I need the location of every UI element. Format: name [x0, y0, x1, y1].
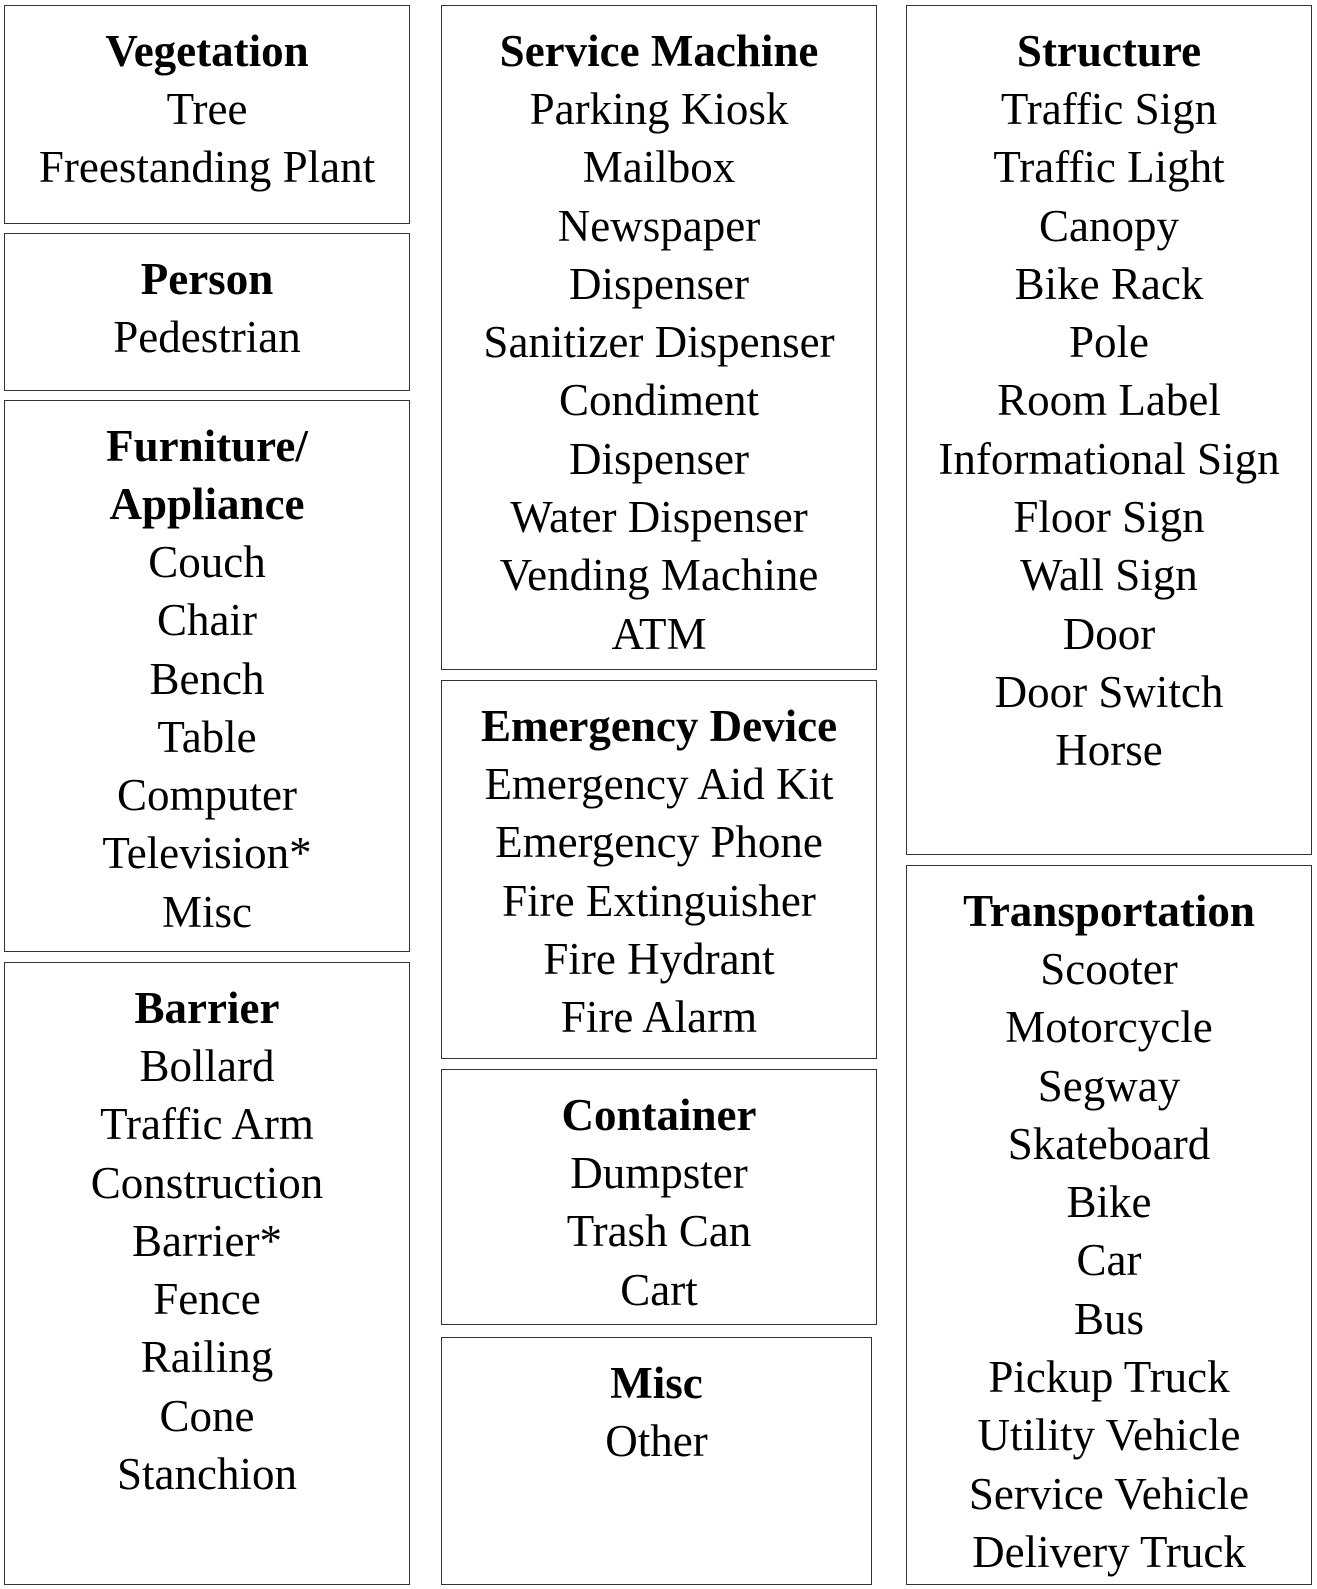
category-item: Tree [166, 84, 248, 134]
category-item: Delivery Truck [972, 1526, 1246, 1577]
category-item: Fire Extinguisher [502, 875, 816, 926]
category-item: ATM [611, 608, 707, 659]
category-title: Emergency Device [480, 701, 838, 751]
category-item: Mailbox [582, 142, 736, 193]
category-title: Service Machine [499, 26, 819, 76]
category-item: Vending Machine [499, 550, 819, 601]
category-box-emergency-device [441, 680, 877, 1059]
category-item: Informational Sign [938, 433, 1280, 484]
category-item: Sanitizer Dispenser [483, 317, 835, 368]
category-item: Bike [1066, 1177, 1152, 1228]
category-item: Bollard [139, 1041, 275, 1091]
category-box-vegetation [4, 5, 410, 224]
category-item: Chair [157, 595, 257, 646]
category-item: Segway [1037, 1060, 1181, 1111]
category-title: Vegetation [105, 26, 309, 76]
category-item: Trash Can [566, 1206, 752, 1257]
category-item: Parking Kiosk [529, 84, 789, 134]
category-item: Dispenser [569, 258, 749, 309]
category-item: Car [1076, 1235, 1142, 1286]
category-item: Scooter [1040, 944, 1178, 994]
category-item: Bus [1073, 1293, 1145, 1344]
category-item: Utility Vehicle [977, 1410, 1241, 1461]
category-item: Newspaper [557, 200, 761, 251]
category-item: Motorcycle [1005, 1002, 1213, 1053]
category-item: Construction [90, 1157, 324, 1208]
category-box-container [441, 1069, 877, 1325]
category-item: Canopy [1039, 200, 1179, 251]
category-item: Service Vehicle [968, 1468, 1250, 1519]
category-item: Pole [1068, 317, 1149, 368]
category-item: Door Switch [994, 666, 1224, 717]
category-title: Person [140, 254, 274, 304]
category-item: Dumpster [570, 1148, 748, 1198]
category-item: Couch [148, 537, 266, 587]
category-item: Computer [117, 770, 297, 821]
category-item: Pickup Truck [988, 1352, 1230, 1403]
category-title: Misc [610, 1358, 703, 1408]
category-item: Condiment [559, 375, 759, 426]
category-title: Structure [1016, 26, 1202, 76]
category-item: Misc [162, 886, 252, 937]
category-item: Stanchion [117, 1449, 297, 1500]
category-box-person [4, 233, 410, 391]
category-item: Bike Rack [1014, 258, 1204, 309]
category-title: Barrier [134, 983, 280, 1033]
category-item: Traffic Light [993, 142, 1225, 193]
category-item: Floor Sign [1013, 492, 1205, 543]
category-item: Television* [102, 828, 312, 879]
category-item: Other [605, 1416, 708, 1466]
category-item: Traffic Arm [100, 1099, 314, 1150]
category-item: Bench [149, 653, 265, 704]
category-item: Emergency Phone [495, 817, 823, 868]
category-box-misc [441, 1337, 872, 1585]
category-item: Room Label [997, 375, 1221, 426]
category-item: Table [157, 711, 257, 762]
category-item: Wall Sign [1020, 550, 1198, 601]
category-item: Fence [153, 1274, 261, 1325]
category-item: Railing [140, 1332, 274, 1383]
category-item: Cart [620, 1264, 698, 1315]
category-item: Fire Alarm [560, 992, 758, 1043]
category-item: Fire Hydrant [543, 933, 775, 984]
category-item: Cone [159, 1390, 255, 1441]
category-item: Barrier* [132, 1215, 282, 1266]
category-box-transportation [906, 865, 1312, 1585]
category-item: Dispenser [569, 433, 749, 484]
category-item: Emergency Aid Kit [484, 759, 834, 809]
category-title: Appliance [109, 479, 305, 529]
category-item: Water Dispenser [510, 492, 808, 543]
category-item: Freestanding Plant [38, 142, 376, 193]
category-box-service-machine [441, 5, 877, 670]
category-box-furniture-appliance [4, 400, 410, 952]
category-item: Skateboard [1007, 1118, 1211, 1169]
category-title: Transportation [963, 886, 1255, 936]
category-box-structure [906, 5, 1312, 855]
category-title: Furniture/ [106, 421, 308, 471]
category-item: Traffic Sign [1000, 84, 1218, 134]
category-item: Pedestrian [113, 312, 301, 362]
category-box-barrier [4, 962, 410, 1585]
category-item: Door [1062, 608, 1156, 659]
category-title: Container [561, 1090, 757, 1140]
category-item: Horse [1055, 725, 1163, 776]
